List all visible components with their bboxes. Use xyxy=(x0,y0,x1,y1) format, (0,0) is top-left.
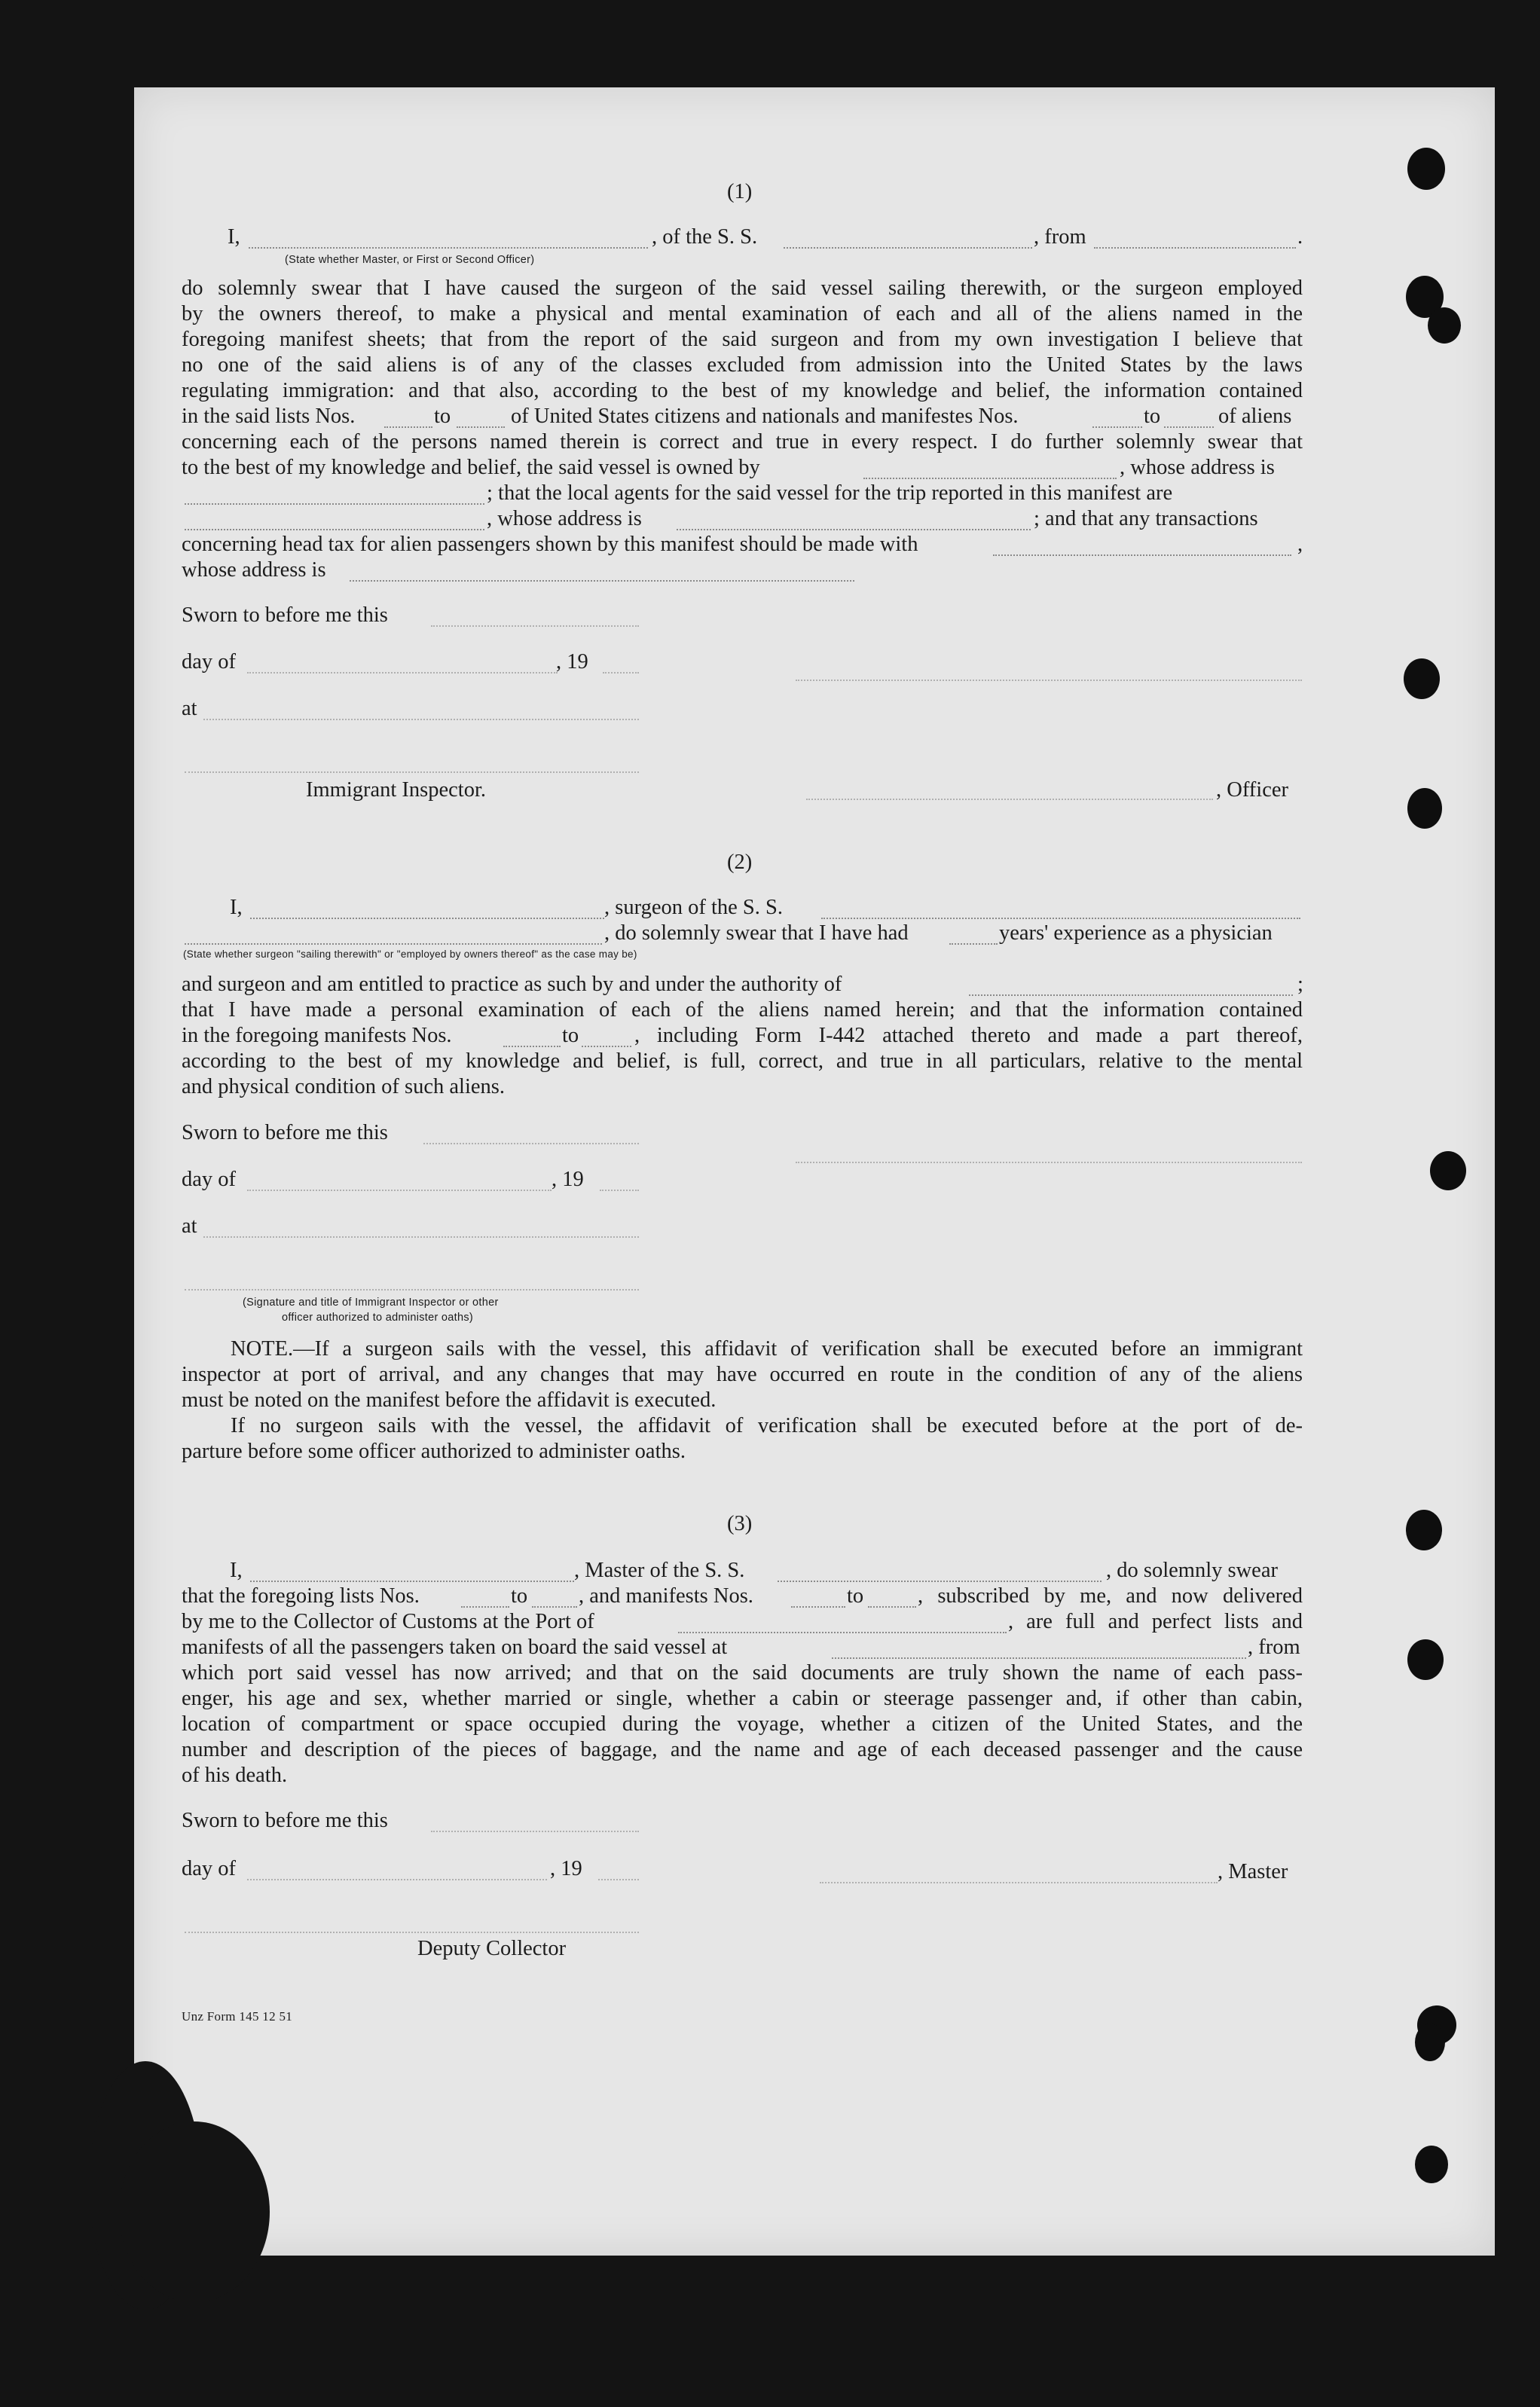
s1-transactions: ; and that any transactions xyxy=(1034,507,1258,530)
s1-vessel-name-field[interactable] xyxy=(784,247,1032,249)
s1-day-of: day of xyxy=(182,650,237,674)
s3-collector-signature-field[interactable] xyxy=(185,1932,639,1933)
s3-subscribed: , subscribed by me, and now delivered xyxy=(918,1584,1303,1608)
s2-month-field[interactable] xyxy=(247,1190,552,1191)
s1-line: foregoing manifest sheets; that from the report of the said surgeon and from my own investigation I believe that xyxy=(182,328,1303,351)
s2-semicolon: ; xyxy=(1297,973,1303,996)
s2-surgeon-signature-field[interactable] xyxy=(796,1162,1302,1163)
s2-surgeon-hint: (State whether surgeon "sailing therewith" or "employed by owners thereof" as the case may be) xyxy=(183,948,637,960)
s3-line: of his death. xyxy=(182,1764,288,1787)
s1-from: , from xyxy=(1034,225,1086,249)
s2-line: that I have made a personal examination of each of the aliens named herein; and that the information contained xyxy=(182,998,1303,1022)
s2-year: , 19 xyxy=(552,1168,584,1191)
s1-head-tax: concerning head tax for alien passengers shown by this manifest should be made with xyxy=(182,533,918,556)
s3-line: enger, his age and sex, whether married or single, whether a cabin or steerage passenger and, if other than cabin, xyxy=(182,1687,1303,1710)
s1-local-agents: ; that the local agents for the said vessel for the trip reported in this manifest are xyxy=(487,481,1173,505)
note-line: NOTE.—If a surgeon sails with the vessel, this affidavit of verification shall be executed before an immigrant xyxy=(231,1337,1303,1361)
s2-in-foregoing: in the foregoing manifests Nos. xyxy=(182,1024,452,1047)
s1-whose-address-3: whose address is xyxy=(182,558,326,582)
s2-sig-hint-2: officer authorized to administer oaths) xyxy=(282,1312,474,1324)
s1-alien-list-from-field[interactable] xyxy=(1092,426,1142,428)
s1-period: . xyxy=(1297,225,1303,249)
s2-vessel-name-field[interactable] xyxy=(821,918,1300,919)
s1-to-b: to xyxy=(1144,405,1161,428)
s3-to-b: to xyxy=(847,1584,864,1608)
s3-swear: , do solemnly swear xyxy=(1106,1559,1278,1582)
s1-year: , 19 xyxy=(556,650,588,674)
s1-of-aliens: of aliens xyxy=(1218,405,1292,428)
s3-year-field[interactable] xyxy=(598,1879,639,1880)
s1-inspector: Immigrant Inspector. xyxy=(306,778,487,802)
s3-sworn-date-field[interactable] xyxy=(431,1831,639,1832)
s1-alien-list-to-field[interactable] xyxy=(1164,426,1214,428)
s1-officer-name-field[interactable] xyxy=(249,247,648,249)
s1-head-tax-party-field[interactable] xyxy=(993,554,1291,556)
s3-full-perfect: , are full and perfect lists and xyxy=(1008,1610,1303,1633)
s3-master-name-field[interactable] xyxy=(250,1581,574,1582)
s1-at-place-field[interactable] xyxy=(203,719,639,720)
s3-master: , Master xyxy=(1218,1860,1288,1883)
s1-comma: , xyxy=(1297,533,1303,556)
s1-month-field[interactable] xyxy=(247,672,558,674)
s3-manifest-from-field[interactable] xyxy=(791,1606,845,1608)
s1-agents-field[interactable] xyxy=(185,529,484,530)
s3-port-field[interactable] xyxy=(678,1632,1007,1633)
s3-collector: by me to the Collector of Customs at the Port of xyxy=(182,1610,594,1633)
s3-line: number and description of the pieces of baggage, and the name and age of each deceased passenger and the cause xyxy=(182,1738,1303,1761)
s1-owned-by: to the best of my knowledge and belief, the said vessel is owned by xyxy=(182,456,760,479)
note-line: must be noted on the manifest before the affidavit is executed. xyxy=(182,1388,717,1412)
s2-surgeon-status-field[interactable] xyxy=(185,943,602,945)
section-1-number: (1) xyxy=(727,180,753,203)
s3-master-of: , Master of the S. S. xyxy=(574,1559,745,1582)
s2-years-field[interactable] xyxy=(949,943,998,945)
s1-line: do solemnly swear that I have caused the surgeon of the said vessel sailing therewith, or the surgeon employed xyxy=(182,276,1303,300)
s2-line: according to the best of my knowledge and belief, is full, correct, and true in all particulars, relative to the mental xyxy=(182,1049,1303,1073)
punch-hole xyxy=(1407,788,1442,829)
punch-hole xyxy=(1415,2146,1448,2183)
s1-agents-address-field[interactable] xyxy=(677,529,1031,530)
s1-officer-hint: (State whether Master, or First or Second Officer) xyxy=(285,254,535,266)
punch-hole xyxy=(1407,148,1445,190)
punch-hole xyxy=(1430,1151,1466,1190)
s3-line: location of compartment or space occupied during the voyage, whether a citizen of the United States, and the xyxy=(182,1712,1303,1736)
s2-sworn: Sworn to before me this xyxy=(182,1121,388,1144)
punch-hole xyxy=(1406,1510,1442,1550)
s2-sworn-date-field[interactable] xyxy=(423,1143,639,1144)
s3-manifest-to-field[interactable] xyxy=(868,1606,916,1608)
s2-inspector-signature-field[interactable] xyxy=(185,1289,639,1291)
s1-officer-title-field[interactable] xyxy=(806,799,1213,800)
s3-sworn: Sworn to before me this xyxy=(182,1809,388,1832)
s2-manifest-to-field[interactable] xyxy=(582,1046,631,1047)
s2-surgeon-of: , surgeon of the S. S. xyxy=(604,896,783,919)
s3-from: , from xyxy=(1248,1636,1300,1659)
s2-manifest-from-field[interactable] xyxy=(503,1046,561,1047)
s3-list-from-field[interactable] xyxy=(461,1606,509,1608)
s2-day-of: day of xyxy=(182,1168,237,1191)
s1-citizen-list-to-field[interactable] xyxy=(457,426,505,428)
s2-at: at xyxy=(182,1214,197,1238)
s1-sworn: Sworn to before me this xyxy=(182,603,388,627)
s3-master-signature-field[interactable] xyxy=(820,1882,1218,1883)
punch-hole xyxy=(1428,307,1461,344)
s1-whose-address-2: , whose address is xyxy=(487,507,642,530)
section-3-number: (3) xyxy=(727,1512,753,1535)
note-line: parture before some officer authorized to administer oaths. xyxy=(182,1440,686,1463)
s1-lists-in: in the said lists Nos. xyxy=(182,405,356,428)
s3-foregoing: that the foregoing lists Nos. xyxy=(182,1584,420,1608)
s1-to-a: to xyxy=(434,405,451,428)
s1-us-citizens: of United States citizens and nationals and manifestes Nos. xyxy=(511,405,1019,428)
s1-sworn-date-field[interactable] xyxy=(431,625,639,627)
s1-owner-address-field[interactable] xyxy=(185,503,484,505)
s1-i-label: I, xyxy=(228,225,240,249)
torn-corner-2 xyxy=(119,2121,270,2302)
s3-day-of: day of xyxy=(182,1857,237,1880)
s3-i-label: I, xyxy=(230,1559,243,1582)
s1-line: by the owners thereof, to make a physical and mental examination of each and all of the aliens named in the xyxy=(182,302,1303,325)
s3-line: which port said vessel has now arrived; and that on the said documents are truly shown the name of each pass- xyxy=(182,1661,1303,1685)
s2-year-field[interactable] xyxy=(600,1190,639,1191)
s1-citizen-list-from-field[interactable] xyxy=(384,426,432,428)
s2-authority-field[interactable] xyxy=(969,994,1293,996)
note-line: inspector at port of arrival, and any changes that may have occurred en route in the condition of any of the aliens xyxy=(182,1363,1303,1386)
s1-line: concerning each of the persons named therein is correct and true in every respect. I do further solemnly swear that xyxy=(182,430,1303,454)
s3-list-to-field[interactable] xyxy=(532,1606,577,1608)
s1-owner-field[interactable] xyxy=(863,478,1117,479)
s1-of-ss: , of the S. S. xyxy=(652,225,758,249)
s2-at-place-field[interactable] xyxy=(203,1236,639,1238)
s2-surgeon-name-field[interactable] xyxy=(250,918,604,919)
s2-swear: , do solemnly swear that I have had xyxy=(604,921,909,945)
s1-line: no one of the said aliens is of any of the classes excluded from admission into the United States by the laws xyxy=(182,353,1303,377)
form-footer: Unz Form 145 12 51 xyxy=(182,2009,293,2024)
s1-officer: , Officer xyxy=(1216,778,1289,802)
s3-vessel-name-field[interactable] xyxy=(778,1581,1102,1582)
s1-line: regulating immigration: and that also, according to the best of my knowledge and belief, the information contained xyxy=(182,379,1303,402)
s3-deputy: Deputy Collector xyxy=(417,1937,567,1960)
s3-manifests-of: manifests of all the passengers taken on board the said vessel at xyxy=(182,1636,728,1659)
punch-hole xyxy=(1415,2024,1445,2061)
s2-sig-hint-1: (Signature and title of Immigrant Inspector or other xyxy=(243,1297,499,1309)
s1-officer-signature-field[interactable] xyxy=(796,680,1302,681)
s1-at: at xyxy=(182,697,197,720)
s2-years: years' experience as a physician xyxy=(999,921,1273,945)
s3-to-a: to xyxy=(511,1584,528,1608)
s2-including: , including Form I-442 attached thereto and made a part thereof, xyxy=(634,1024,1303,1047)
s3-and-manifests: , and manifests Nos. xyxy=(579,1584,753,1608)
s1-head-tax-address-field[interactable] xyxy=(350,580,854,582)
section-2-number: (2) xyxy=(727,851,753,874)
s1-from-port-field[interactable] xyxy=(1094,247,1296,249)
s3-year: , 19 xyxy=(550,1857,582,1880)
s2-authority: and surgeon and am entitled to practice as such by and under the authority of xyxy=(182,973,842,996)
note-line: If no surgeon sails with the vessel, the affidavit of verification shall be executed before at the port of de- xyxy=(231,1414,1303,1437)
s3-month-field[interactable] xyxy=(247,1879,547,1880)
s3-departure-port-field[interactable] xyxy=(832,1657,1246,1659)
s2-to: to xyxy=(562,1024,579,1047)
s1-inspector-signature-field[interactable] xyxy=(185,771,639,773)
punch-hole xyxy=(1404,658,1440,699)
s1-year-field[interactable] xyxy=(603,672,639,674)
s1-whose-address: , whose address is xyxy=(1120,456,1275,479)
s2-i-label: I, xyxy=(230,896,243,919)
s2-line: and physical condition of such aliens. xyxy=(182,1075,505,1098)
punch-hole xyxy=(1407,1639,1444,1680)
